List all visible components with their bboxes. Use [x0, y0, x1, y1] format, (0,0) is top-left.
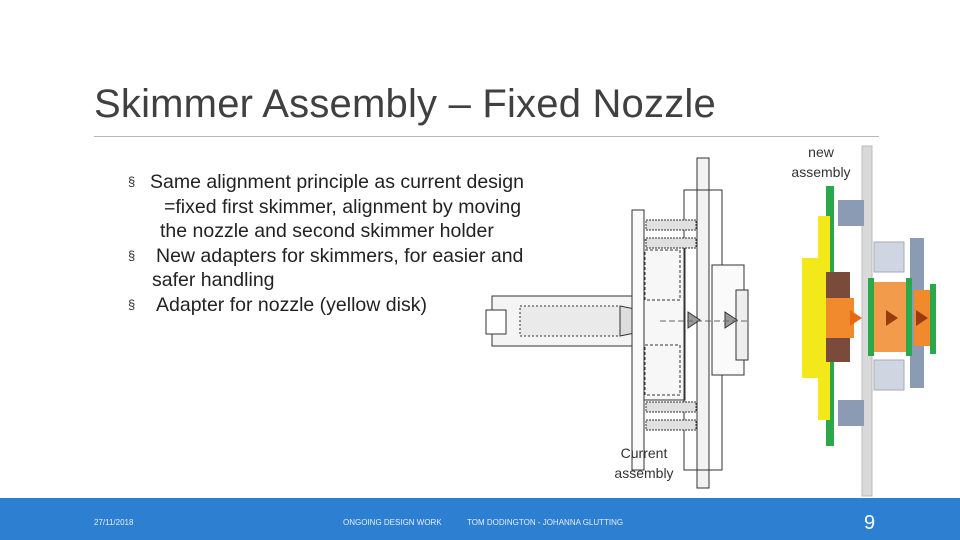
- bullet-text-continued: the nozzle and second skimmer holder: [160, 220, 494, 242]
- nozzle-inlet: [486, 310, 506, 334]
- bolt: [646, 238, 696, 248]
- new-assembly-label: [786, 142, 856, 182]
- label-line: new: [808, 144, 834, 160]
- label-line: assembly: [791, 164, 851, 180]
- bullet-marker-icon: §: [128, 174, 136, 189]
- bolt: [646, 402, 696, 412]
- bullet-text: New adapters for skimmers, for easier and: [156, 244, 524, 267]
- bolt: [646, 220, 696, 230]
- bolt: [646, 420, 696, 430]
- skimmer-holder-ring: [736, 290, 748, 360]
- holder-steel: [874, 360, 904, 390]
- footer-authors: TOM DODINGTON - JOHANNA GLUTTING: [467, 518, 624, 527]
- current-assembly-drawing: [486, 158, 750, 488]
- footer-bar: [0, 498, 960, 540]
- page-number: 9: [864, 512, 876, 534]
- bullet-text-continued: safer handling: [152, 269, 275, 291]
- bullet-text: Adapter for nozzle (yellow disk): [156, 293, 427, 316]
- side-rail: [632, 210, 644, 470]
- main-plate: [697, 158, 709, 488]
- adapter-green: [930, 284, 936, 354]
- new-assembly-drawing: [802, 146, 936, 496]
- footer-section: ONGOING DESIGN WORK: [343, 518, 442, 527]
- bullet-text: Same alignment principle as current design: [150, 171, 524, 193]
- nozzle-bore: [520, 306, 620, 336]
- label-line: Current: [620, 445, 668, 461]
- footer-date: 27/11/2018: [94, 518, 134, 527]
- slide-title: Skimmer Assembly – Fixed Nozzle: [94, 82, 716, 126]
- adapter-green: [868, 278, 874, 356]
- bullet-marker-icon: §: [128, 296, 136, 312]
- holder-steel: [874, 242, 904, 272]
- bullet-marker-icon: §: [128, 247, 136, 263]
- nozzle-tip: [850, 310, 862, 326]
- holder-steel: [838, 400, 864, 426]
- holder-block: [640, 240, 685, 400]
- nozzle-adapter: [826, 298, 854, 338]
- holder-steel: [838, 200, 864, 226]
- adapter-green: [906, 278, 912, 356]
- label-line: assembly: [614, 465, 674, 481]
- current-assembly-label: [604, 443, 684, 483]
- bullet-text-continued: =fixed first skimmer, alignment by moving: [164, 195, 522, 218]
